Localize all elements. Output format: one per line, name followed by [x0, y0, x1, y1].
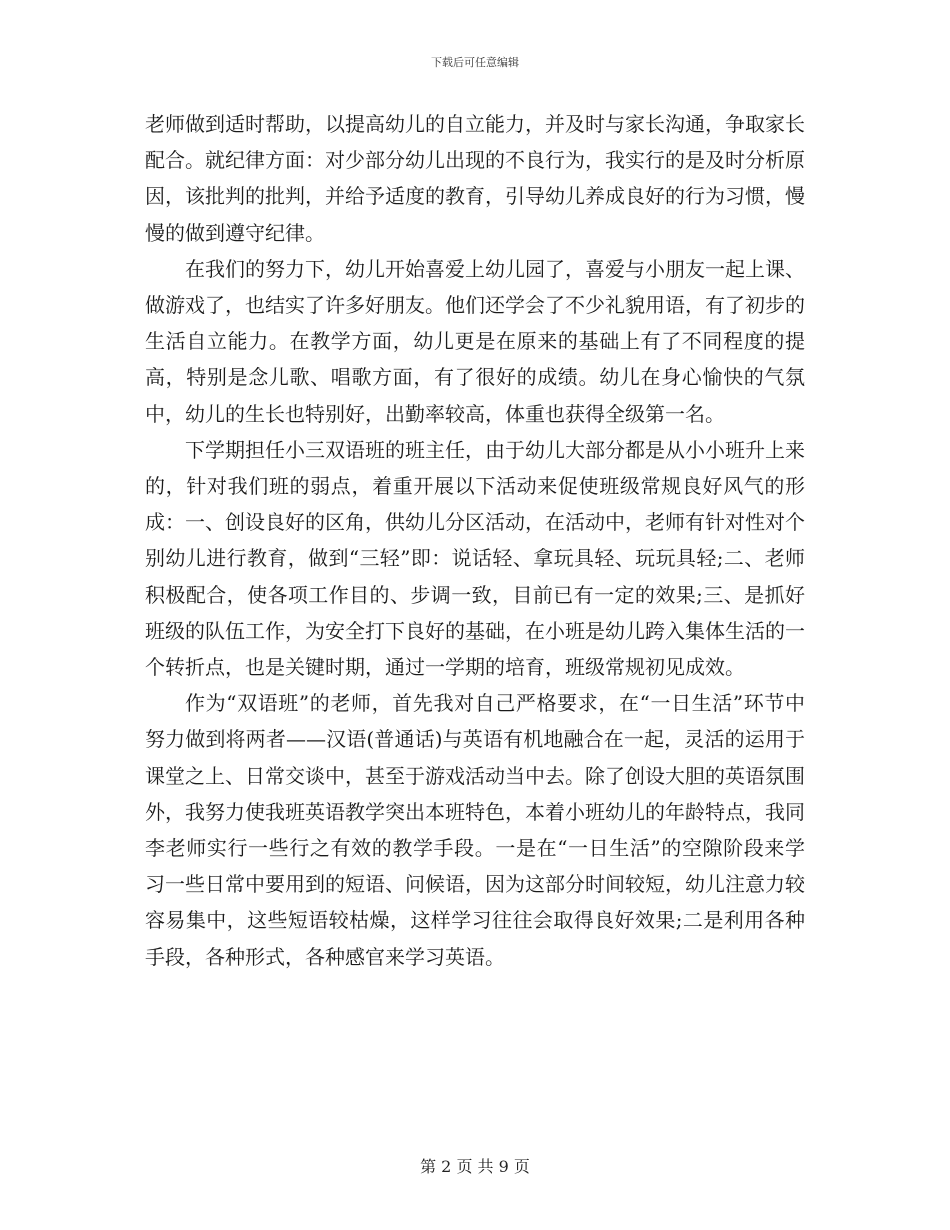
page-header: 下载后可任意编辑	[431, 56, 519, 69]
paragraph-4: 作为“双语班”的老师，首先我对自己严格要求，在“一日生活”环节中努力做到将两者——汉语(普通话)与英语有机地融合在一起，灵活的运用于课堂之上、日常交谈中，甚至于游戏活动当中去。除了创设大胆的英语氛围外，我努力使我班英语教学突出本班特色，本着小班幼儿的年龄特点，我同李老师实行一些行之有效的教学手段。一是在“一日生活”的空隙阶段来学习一些日常中要用到的短语、问候语，因为这部分时间较短，幼儿注意力较容易集中，这些短语较枯燥，这样学习往往会取得良好效果;二是利用各种手段，各种形式，各种感官来学习英语。	[145, 691, 805, 969]
page-footer: 第 2 页 共 9 页	[420, 1157, 530, 1176]
document-body	[145, 106, 805, 975]
paragraph-3: 下学期担任小三双语班的班主任，由于幼儿大部分都是从小小班升上来的，针对我们班的弱点，着重开展以下活动来促使班级常规良好风气的形成：一、创设良好的区角，供幼儿分区活动，在活动中，老师有针对性对个别幼儿进行教育，做到“三轻”即：说话轻、拿玩具轻、玩玩具轻;二、老师积极配合，使各项工作目的、步调一致，目前已有一定的效果;三、是抓好班级的队伍工作，为安全打下良好的基础，在小班是幼儿跨入集体生活的一个转折点，也是关键时期，通过一学期的培育，班级常规初见成效。	[145, 437, 805, 680]
paragraph-2: 在我们的努力下，幼儿开始喜爱上幼儿园了，喜爱与小朋友一起上课、做游戏了，也结实了许多好朋友。他们还学会了不少礼貌用语，有了初步的生活自立能力。在教学方面，幼儿更是在原来的基础上有了不同程度的提高，特别是念儿歌、唱歌方面，有了很好的成绩。幼儿在身心愉快的气氛中，幼儿的生长也特别好，出勤率较高，体重也获得全级第一名。	[145, 256, 805, 426]
paragraph-1: 老师做到适时帮助，以提高幼儿的自立能力，并及时与家长沟通，争取家长配合。就纪律方面：对少部分幼儿出现的不良行为，我实行的是及时分析原因，该批判的批判，并给予适度的教育，引导幼儿养成良好的行为习惯，慢慢的做到遵守纪律。	[145, 112, 805, 245]
